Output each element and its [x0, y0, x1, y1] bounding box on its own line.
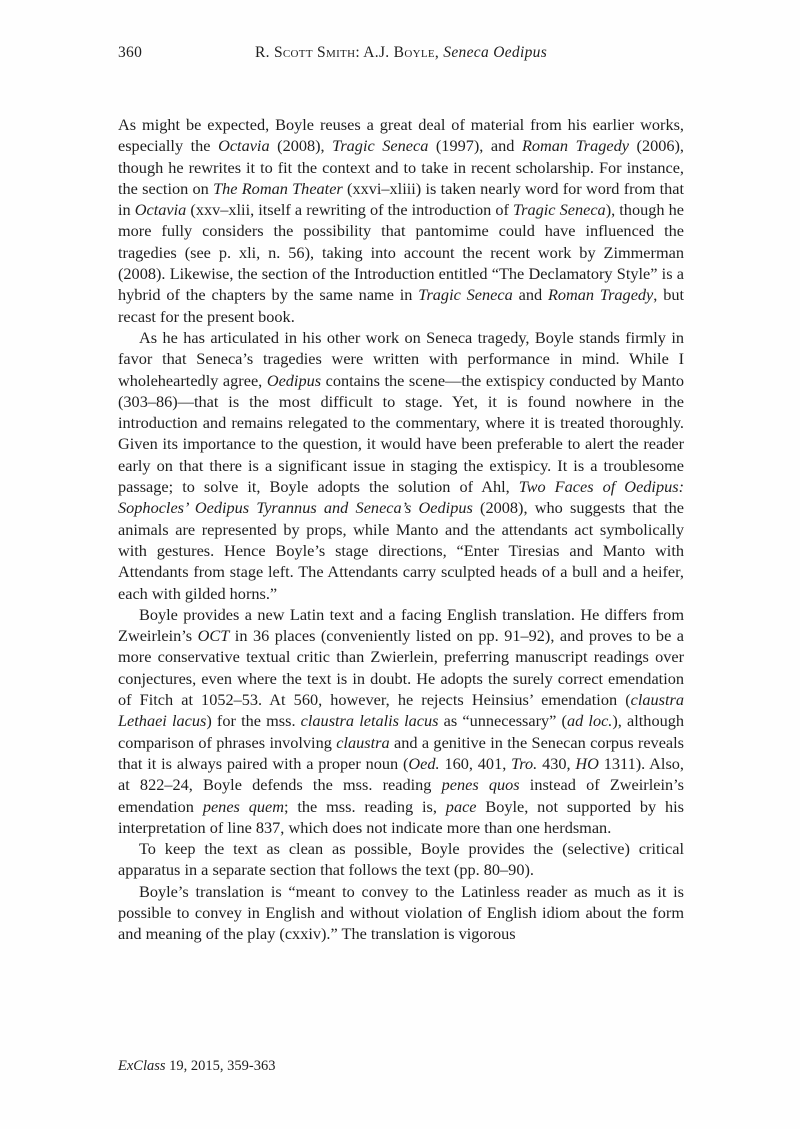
italic-text-run: Roman Tragedy — [547, 285, 654, 305]
journal-footer — [118, 1058, 684, 1075]
review-body — [118, 114, 684, 945]
text-run: Boyle’s translation is “meant to convey to the Latinless reader as much as it is possible to convey in English and without violation of English idiom about the form and meaning of the play (cxxiv).” The translation is vigorous — [118, 881, 684, 944]
italic-text-run: Oed. — [408, 753, 440, 773]
italic-text-run: Tragic Seneca — [418, 285, 513, 305]
italic-text-run: penes quem — [202, 796, 284, 816]
italic-text-run: claustra — [336, 732, 390, 752]
italic-text-run: HO — [575, 753, 599, 773]
italic-text-run: claustra letalis lacus — [300, 711, 439, 731]
text-run: and — [512, 285, 548, 305]
italic-text-run: ad loc. — [566, 711, 613, 731]
italic-text-run: Tro. — [511, 753, 538, 773]
italic-text-run: The Roman Theater — [213, 178, 343, 198]
italic-text-run: Octavia — [134, 200, 187, 220]
text-run: 160, 401, — [439, 753, 512, 773]
text-run: (2008), who suggests that the animals are represented by props, while Manto and the attendants act symbolically with gestures. Hence Boyle’s stage directions, “Enter Tiresias and Manto with Attendants from stage left. The Attendants carry sculpted heads of a bull and a heifer, each with gilded horns.” — [118, 498, 684, 603]
text-run: Boyle provides a new Latin text and a facing English translation. He differs from Zweirlein’s — [118, 604, 684, 646]
text-run: (2006), though he rewrites it to fit the context and to take in recent scholarship. For instance, the section on — [118, 136, 684, 198]
italic-text-run: OCT — [197, 626, 230, 646]
italic-text-run: penes quos — [441, 775, 520, 795]
italic-text-run: Oedipus — [266, 370, 322, 390]
text-run: in 36 places (conveniently listed on pp. 91–92), and proves to be a more conservative textual critic than Zwierlein, preferring manuscript readings over conjectures, even where the text is in doubt. He adopts the surely correct emendation of Fitch at 1052–53. At 560, however, he rejects Heinsius’ emendation ( — [118, 626, 685, 710]
italic-text-run: Tragic Seneca — [512, 200, 606, 220]
text-run: (2008), — [269, 136, 333, 156]
italic-text-run: Octavia — [218, 136, 270, 156]
text-run: ), though he more fully considers the possibility that pantomime could have influenced the tragedies (see p. xli, n. 56), taking into account the recent work by Zimmerman (2008). Likewise, the section of the Introduction entitled “The Declamatory Style” is a hybrid of the chapters by the same name in — [118, 200, 684, 305]
text-run: ) for the mss. — [206, 711, 301, 731]
italic-text-run: pace — [445, 796, 477, 816]
text-run: (xxv–xlii, itself a rewriting of the introduction of — [186, 200, 513, 220]
text-run: and a genitive in the Senecan corpus reveals that it is always paired with a proper noun ( — [118, 732, 685, 773]
text-run: ; the mss. reading is, — [284, 796, 446, 816]
paragraph-4 — [118, 838, 684, 881]
text-run: instead of Zweirlein’s emendation — [118, 775, 684, 816]
text-run: , but recast for the present book. — [118, 285, 685, 326]
paragraph-3 — [118, 604, 684, 838]
text-run: (1997), and — [428, 136, 522, 156]
text-run: contains the scene—the extispicy conducted by Manto (303–86)—that is the most difficult to stage. Yet, it is found nowhere in the introduction and remains relegated to the commentary, where it is treated thoroughly. Given its importance to the question, it would have been preferable to alert the reader early on that there is a significant issue in staging the extispicy. It is a troublesome passage; to solve it, Boyle adopts the solution of Ahl, — [118, 370, 684, 497]
text-run: as “unnecessary” ( — [438, 711, 567, 731]
text-run: 430, — [537, 753, 576, 773]
italic-text-run: ExClass — [118, 1058, 166, 1074]
italic-text-run: claustra Lethaei lacus — [118, 690, 684, 731]
italic-text-run: Seneca Oedipus — [443, 44, 548, 61]
text-run: 1311). Also, at 822–24, Boyle defends the mss. reading — [118, 753, 684, 795]
page-number: 360 — [118, 44, 143, 61]
small-caps-text-run: R. Scott Smith: A.J. Boyle, — [254, 44, 444, 61]
running-header-title — [255, 44, 547, 61]
paragraph-5 — [118, 881, 684, 945]
text-run: To keep the text as clean as possible, Boyle provides the (selective) critical apparatus in a separate section that follows the text (pp. 80–90). — [118, 839, 684, 880]
paragraph-2 — [118, 327, 684, 604]
text-run: ), although comparison of phrases involving — [118, 711, 685, 752]
text-run: As he has articulated in his other work on Seneca tragedy, Boyle stands firmly in favor that Seneca’s tragedies were written with performance in mind. While I wholeheartedly agree, — [118, 327, 684, 390]
italic-text-run: Two Faces of Oedipus: Sophocles’ Oedipus Tyrannus and Seneca’s Oedipus — [118, 477, 684, 518]
italic-text-run: Tragic Seneca — [332, 136, 429, 156]
paragraph-1 — [118, 114, 684, 327]
running-header — [118, 44, 684, 62]
text-run: As might be expected, Boyle reuses a great deal of material from his earlier works, especially the — [118, 115, 684, 156]
text-run: (xxvi–xliii) is taken nearly word for word from that in — [118, 178, 685, 220]
italic-text-run: Roman Tragedy — [521, 136, 629, 156]
text-run: Boyle, not supported by his interpretation of line 837, which does not indicate more than one herdsman. — [118, 796, 685, 837]
text-run: 19, 2015, 359-363 — [165, 1058, 276, 1074]
